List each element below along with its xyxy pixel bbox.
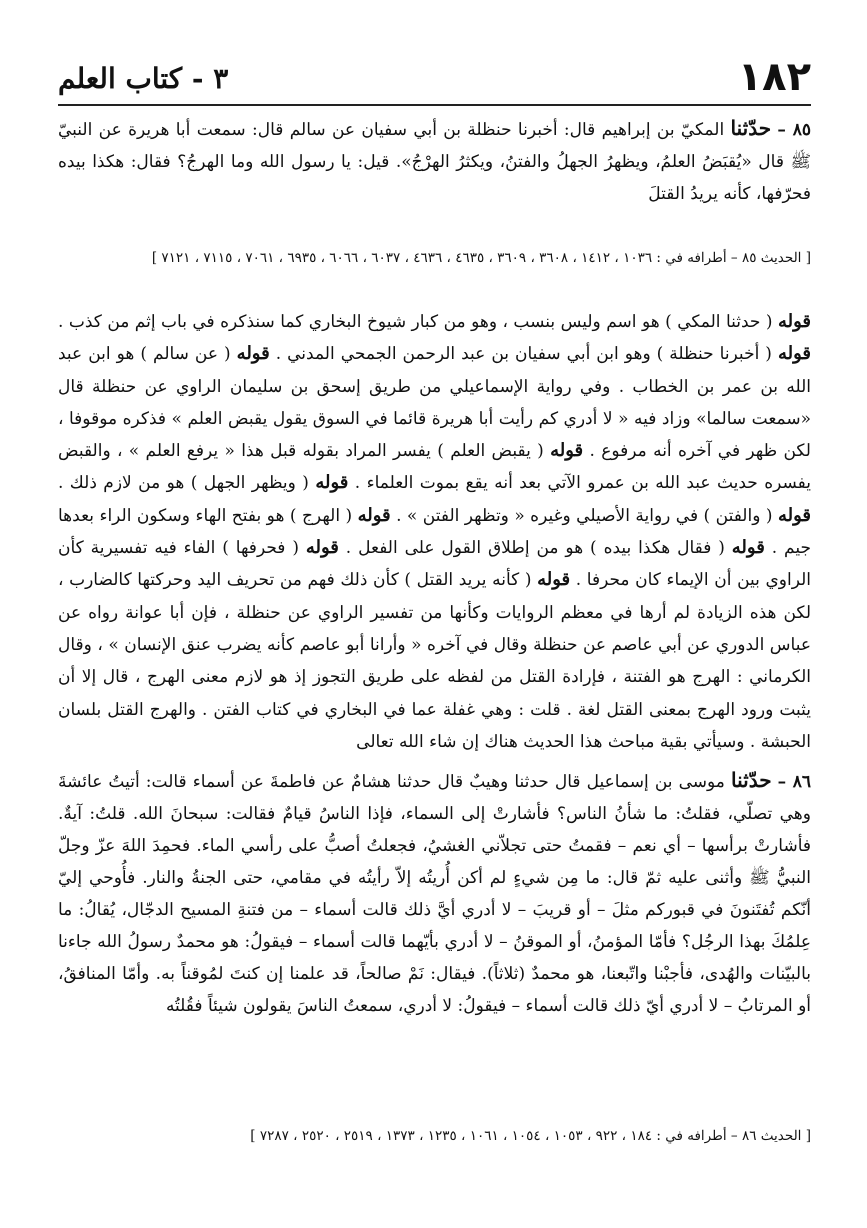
qawluhu-marker: قوله <box>777 504 811 526</box>
commentary-text: ( فحرفها ) الفاء فيه تفسيرية كأن الراوي بين أن الإيماء كان محرفا . <box>58 538 811 591</box>
references-line: [ الحديث ٨٦ – أطرافه في : ١٨٤ ، ٩٢٢ ، ١٠٥٣ ، ١٠٥٤ ، ١٠٦١ ، ١٢٣٥ ، ١٣٧٣ ، ٢٥١٩ ، ٢٥٢٠ ، ٧٢٨٧ ] <box>250 1128 811 1144</box>
hadith-85 <box>58 112 811 210</box>
hadith-86-references <box>58 1124 811 1148</box>
hadith-number: ٨٥ – <box>777 120 811 140</box>
qawluhu-marker: قوله <box>777 311 811 332</box>
page-header <box>58 52 811 100</box>
references-line: [ الحديث ٨٥ – أطرافه في : ١٠٣٦ ، ١٤١٢ ، ٣٦٠٨ ، ٣٦٠٩ ، ٤٦٣٥ ، ٤٦٣٦ ، ٦٠٣٧ ، ٦٠٦٦ ، ٦٩٣٥ ، ٧٠٦١ ، ٧١١٥ ، ٧١٢١ ] <box>151 250 811 266</box>
commentary <box>58 306 811 758</box>
hadith-text: موسى بن إسماعيل قال حدثنا وهيبٌ قال حدثنا هشامٌ عن فاطمةَ عن أسماء قالت: أتيتُ عائشةَ وهي تصلّي، فقلتُ: ما شأنُ الناس؟ فأشارتْ إلى السماء، فإذا الناسُ قيامٌ فقالت: سبحانَ الله. قلتُ: آيةٌ. فأشارتْ برأسها – أي نعم – فقمتُ حتى تجلاّني الغشيُ، فجعلتُ أصبُّ على رأسي الماء. فحمِدَ اللهَ عزّ وجلّ النبيُّ ﷺ وأثنى عليه ثمّ قال: ما مِن شيءٍ لم أكن أُريتُه إلاّ رأيتُه في مقامي، حتى الجنةُ والنار. فأُوحي إليّ أنّكم تُفتَنونَ في قبوركم مثلَ – أو قريبَ – لا أدري أيَّ ذلك قالت أسماء – من فتنةِ المسيح الدجّال، يُقالُ: ما عِلمُكَ بهذا الرجُل؟ فأمّا المؤمنُ، أو الموقنُ – لا أدري بأيّهما قالت أسماء – فيقولُ: هو محمدٌ رسولُ الله جاءنا بالبيّنات والهُدى، فأجبْنا واتّبعنا، هو محمدٌ (ثلاثاً). فيقال: نَمْ صالحاً، قد علمنا إن كنتَ لمُوقناً به. وأمّا المنافقُ، أو المرتابُ – لا أدري أيّ ذلك قالت أسماء – فيقولُ: لا أدري، سمعتُ الناسَ يقولون شيئاً فقُلتُه <box>58 772 811 1016</box>
commentary-paragraph <box>58 306 811 758</box>
commentary-text: ( كأنه يريد القتل ) كأن ذلك فهم من تحريف اليد وحركتها كالضارب ، لكن هذه الزيادة لم أرها في معظم الروايات وكأنها من تفسير الراوي عن حنظلة ، فإن أبا عوانة رواه عن عباس الدوري عن أبي عاصم عن حنظلة وقال في آخره « وأرانا أبو عاصم كأنه يضرب عنق الإنسان » ، وقال الكرماني : الهرج هو الفتنة ، فإرادة القتل من لفظه على طريق التجوز إذ هو لازم معنى الهرج ، قال إلا أن يثبت ورود الهرج بمعنى القتل لغة . قلت : وهي غفلة عما في البخاري في كتاب الفتن . والهرج القتل بلسان الحبشة . وسيأتي بقية مباحث هذا الحديث هناك إن شاء الله تعالى <box>58 570 812 752</box>
commentary-text: ( ويظهر الجهل ) هو من لازم ذلك . <box>58 473 316 494</box>
qawluhu-marker: قوله <box>537 569 571 591</box>
qawluhu-marker: قوله <box>236 343 270 365</box>
haddathana-label: حدّثنا <box>731 768 772 792</box>
header-divider <box>58 104 811 106</box>
qawluhu-marker: قوله <box>550 440 584 462</box>
hadith-85-references <box>58 246 811 270</box>
page-number: ١٨٢ <box>737 54 811 100</box>
book-title: ٣ - كتاب العلم <box>58 62 229 95</box>
commentary-text: ( عن سالم ) هو ابن عبد الله بن عمر بن الخطاب . وفي رواية الإسماعيلي من طريق إسحق بن سليمان الراوي عن حنظلة قال «سمعت سالما» وزاد فيه « لا أدري كم رأيت أبا هريرة قائما في السوق يقول يقبض العلم » فذكره موقوفا ، لكن ظهر في آخره أنه مرفوع . <box>58 344 811 462</box>
hadith-86 <box>58 764 811 1022</box>
commentary-text: ( والفتن ) في رواية الأصيلي وغيره « وتظهر الفتن » . <box>390 505 778 526</box>
qawluhu-marker: قوله <box>731 537 765 559</box>
commentary-text: ( حدثنا المكي ) هو اسم وليس بنسب ، وهو من كبار شيوخ البخاري كما سنذكره في باب إثم من كذب . <box>58 312 778 332</box>
haddathana-label: حدّثنا <box>730 116 772 140</box>
commentary-text: ( أخبرنا حنظلة ) وهو ابن أبي سفيان بن عبد الرحمن الجمحي المدني . <box>269 344 778 365</box>
qawluhu-marker: قوله <box>305 537 339 559</box>
commentary-text: ( فقال هكذا بيده ) هو من إطلاق القول على الفعل . <box>338 538 732 559</box>
qawluhu-marker: قوله <box>777 343 811 365</box>
qawluhu-marker: قوله <box>357 504 391 526</box>
hadith-number: ٨٦ – <box>777 772 812 792</box>
commentary-text: ( الهرج ) هو بفتح الهاء وسكون الراء بعدها جيم . <box>58 505 811 559</box>
qawluhu-marker: قوله <box>315 472 349 494</box>
commentary-text: ( يقبض العلم ) يفسر المراد بقوله قبل هذا « يرفع العلم » ، والقبض يفسره حديث عبد الله بن عمرو الآتي بعد أنه يقع بموت العلماء . <box>58 441 811 494</box>
hadith-text: المكيّ بن إبراهيم قال: أخبرنا حنظلة بن أبي سفيان عن سالم قال: سمعت أبا هريرة عن النبيّ ﷺ قال «يُقبَضُ العلمُ، ويظهرُ الجهلُ والفتنُ، ويكثرُ الهرْجُ». قيل: يا رسول الله وما الهرجُ؟ فقال: هكذا بيده فحرّفها، كأنه يريدُ القتلَ <box>58 120 811 204</box>
